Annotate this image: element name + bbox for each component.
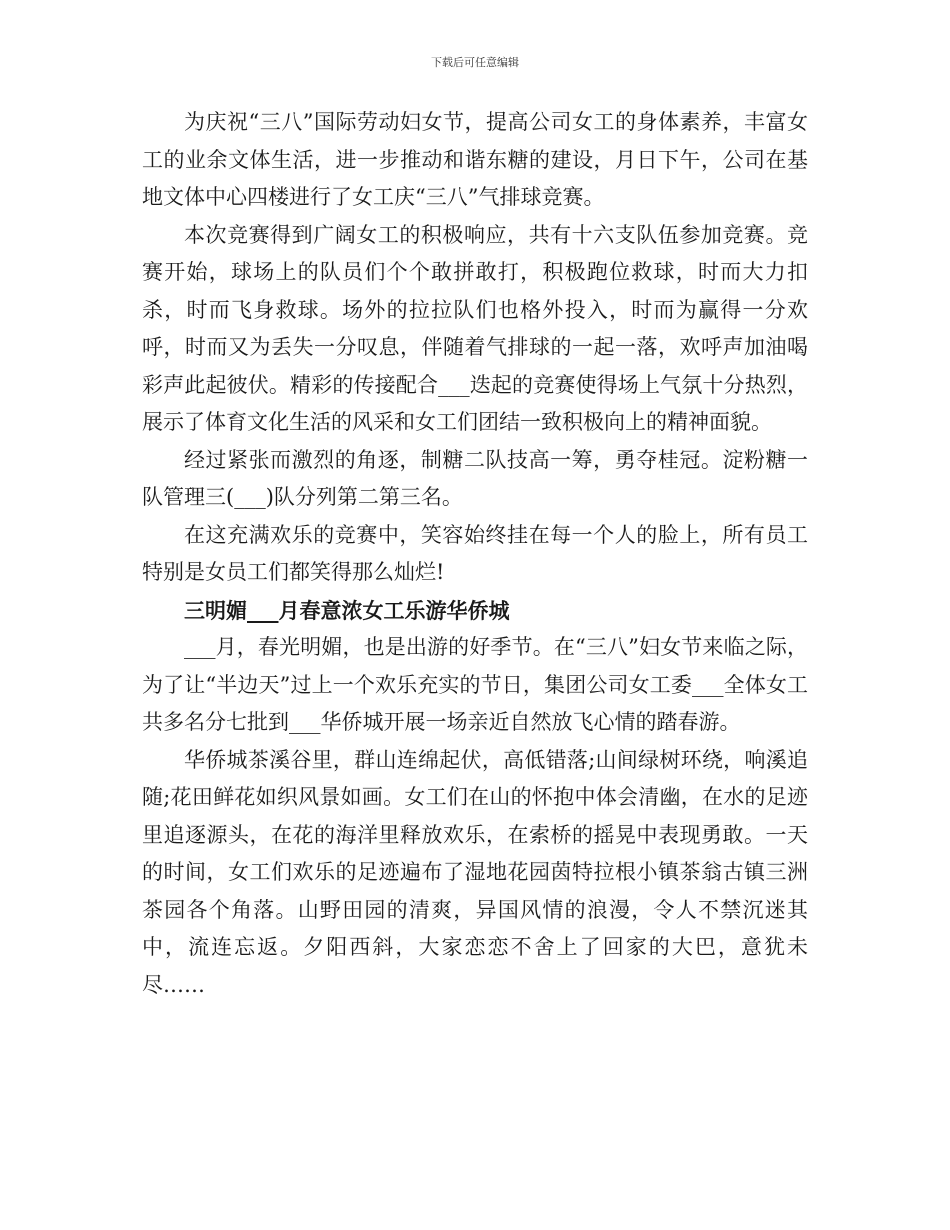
section-heading: 三明媚___月春意浓女工乐游华侨城 — [184, 597, 510, 623]
document-body — [142, 104, 808, 1004]
page-header: 下载后可任意编辑 — [431, 56, 519, 69]
paragraph: 本次竞赛得到广阔女工的积极响应，共有十六支队伍参加竞赛。竞赛开始，球场上的队员们个个敢拼敢打，积极跑位救球，时而大力扣杀，时而飞身救球。场外的拉拉队们也格外投入，时而为赢得一分欢呼，时而又为丢失一分叹息，伴随着气排球的一起一落，欢呼声加油喝彩声此起彼伏。精彩的传接配合___迭起的竞赛使得场上气氛十分热烈，展示了体育文化生活的风采和女工们团结一致积极向上的精神面貌。 — [142, 222, 808, 434]
paragraph: 为庆祝“三八”国际劳动妇女节，提高公司女工的身体素养，丰富女工的业余文体生活，进一步推动和谐东糖的建设，月日下午，公司在基地文体中心四楼进行了女工庆“三八”气排球竞赛。 — [142, 110, 808, 209]
paragraph: 华侨城茶溪谷里，群山连绵起伏，高低错落;山间绿树环绕，响溪追随;花田鲜花如织风景如画。女工们在山的怀抱中体会清幽，在水的足迹里追逐源头，在花的海洋里释放欢乐，在索桥的摇晃中表现勇敢。一天的时间，女工们欢乐的足迹遍布了湿地花园茵特拉根小镇茶翁古镇三洲茶园各个角落。山野田园的清爽，异国风情的浪漫，令人不禁沉迷其中，流连忘返。夕阳西斜，大家恋恋不舍上了回家的大巴，意犹未尽…… — [142, 747, 808, 997]
paragraph: 在这充满欢乐的竞赛中，笑容始终挂在每一个人的脸上，所有员工特别是女员工们都笑得那么灿烂! — [142, 522, 808, 584]
paragraph: ___月，春光明媚，也是出游的好季节。在“三八”妇女节来临之际，为了让“半边天”过上一个欢乐充实的节日，集团公司女工委___全体女工共多名分七批到___华侨城开展一场亲近自然放飞心情的踏春游。 — [142, 635, 808, 734]
paragraph: 经过紧张而激烈的角逐，制糖二队技高一筹，勇夺桂冠。淀粉糖一队管理三(___)队分列第二第三名。 — [142, 447, 808, 509]
